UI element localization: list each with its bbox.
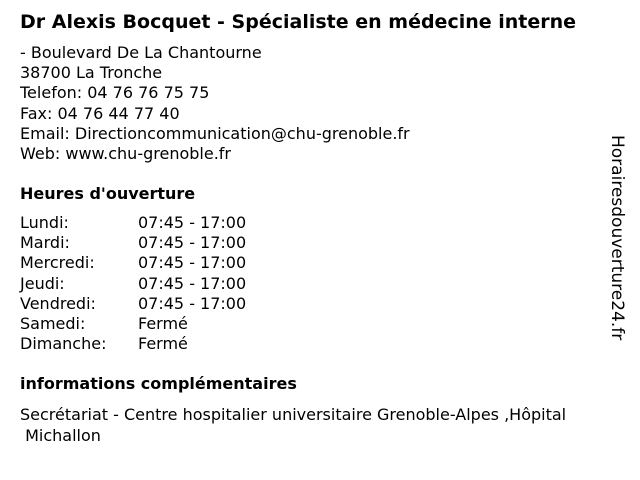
hours-time: 07:45 - 17:00 bbox=[138, 233, 247, 253]
additional-info-text: Secrétariat - Centre hospitalier universitaire Grenoble-Alpes ,Hôpital Michallon bbox=[20, 405, 567, 445]
email-line: Email: Directioncommunication@chu-grenoble.fr bbox=[20, 123, 410, 143]
hours-day: Jeudi: bbox=[20, 273, 65, 293]
hours-time: 07:45 - 17:00 bbox=[138, 253, 247, 273]
hours-time: 07:45 - 17:00 bbox=[138, 273, 247, 293]
contact-block bbox=[20, 43, 410, 164]
phone-line: Telefon: 04 76 76 75 75 bbox=[20, 83, 210, 103]
hours-time: 07:45 - 17:00 bbox=[138, 213, 247, 232]
hours-day: Lundi: bbox=[20, 213, 69, 232]
opening-hours-heading: Heures d'ouverture bbox=[20, 184, 196, 203]
hours-day: Vendredi: bbox=[20, 293, 96, 313]
page-title: Dr Alexis Bocquet - Spécialiste en médecine interne bbox=[20, 11, 577, 33]
hours-day: Samedi: bbox=[20, 313, 86, 333]
hours-time: Fermé bbox=[138, 334, 188, 354]
hours-day: Mardi: bbox=[20, 233, 70, 253]
address-line: - Boulevard De La Chantourne bbox=[20, 43, 262, 62]
hours-day: Mercredi: bbox=[20, 253, 95, 273]
hours-time: Fermé bbox=[138, 313, 188, 333]
fax-line: Fax: 04 76 44 77 40 bbox=[20, 103, 180, 123]
additional-info-heading: informations complémentaires bbox=[20, 374, 297, 393]
hours-time: 07:45 - 17:00 bbox=[138, 293, 247, 313]
hours-day: Dimanche: bbox=[20, 334, 107, 354]
site-watermark: Horairesdouverture24.fr bbox=[607, 135, 627, 341]
web-line: Web: www.chu-grenoble.fr bbox=[20, 144, 231, 164]
postal-city-line: 38700 La Tronche bbox=[20, 63, 163, 83]
